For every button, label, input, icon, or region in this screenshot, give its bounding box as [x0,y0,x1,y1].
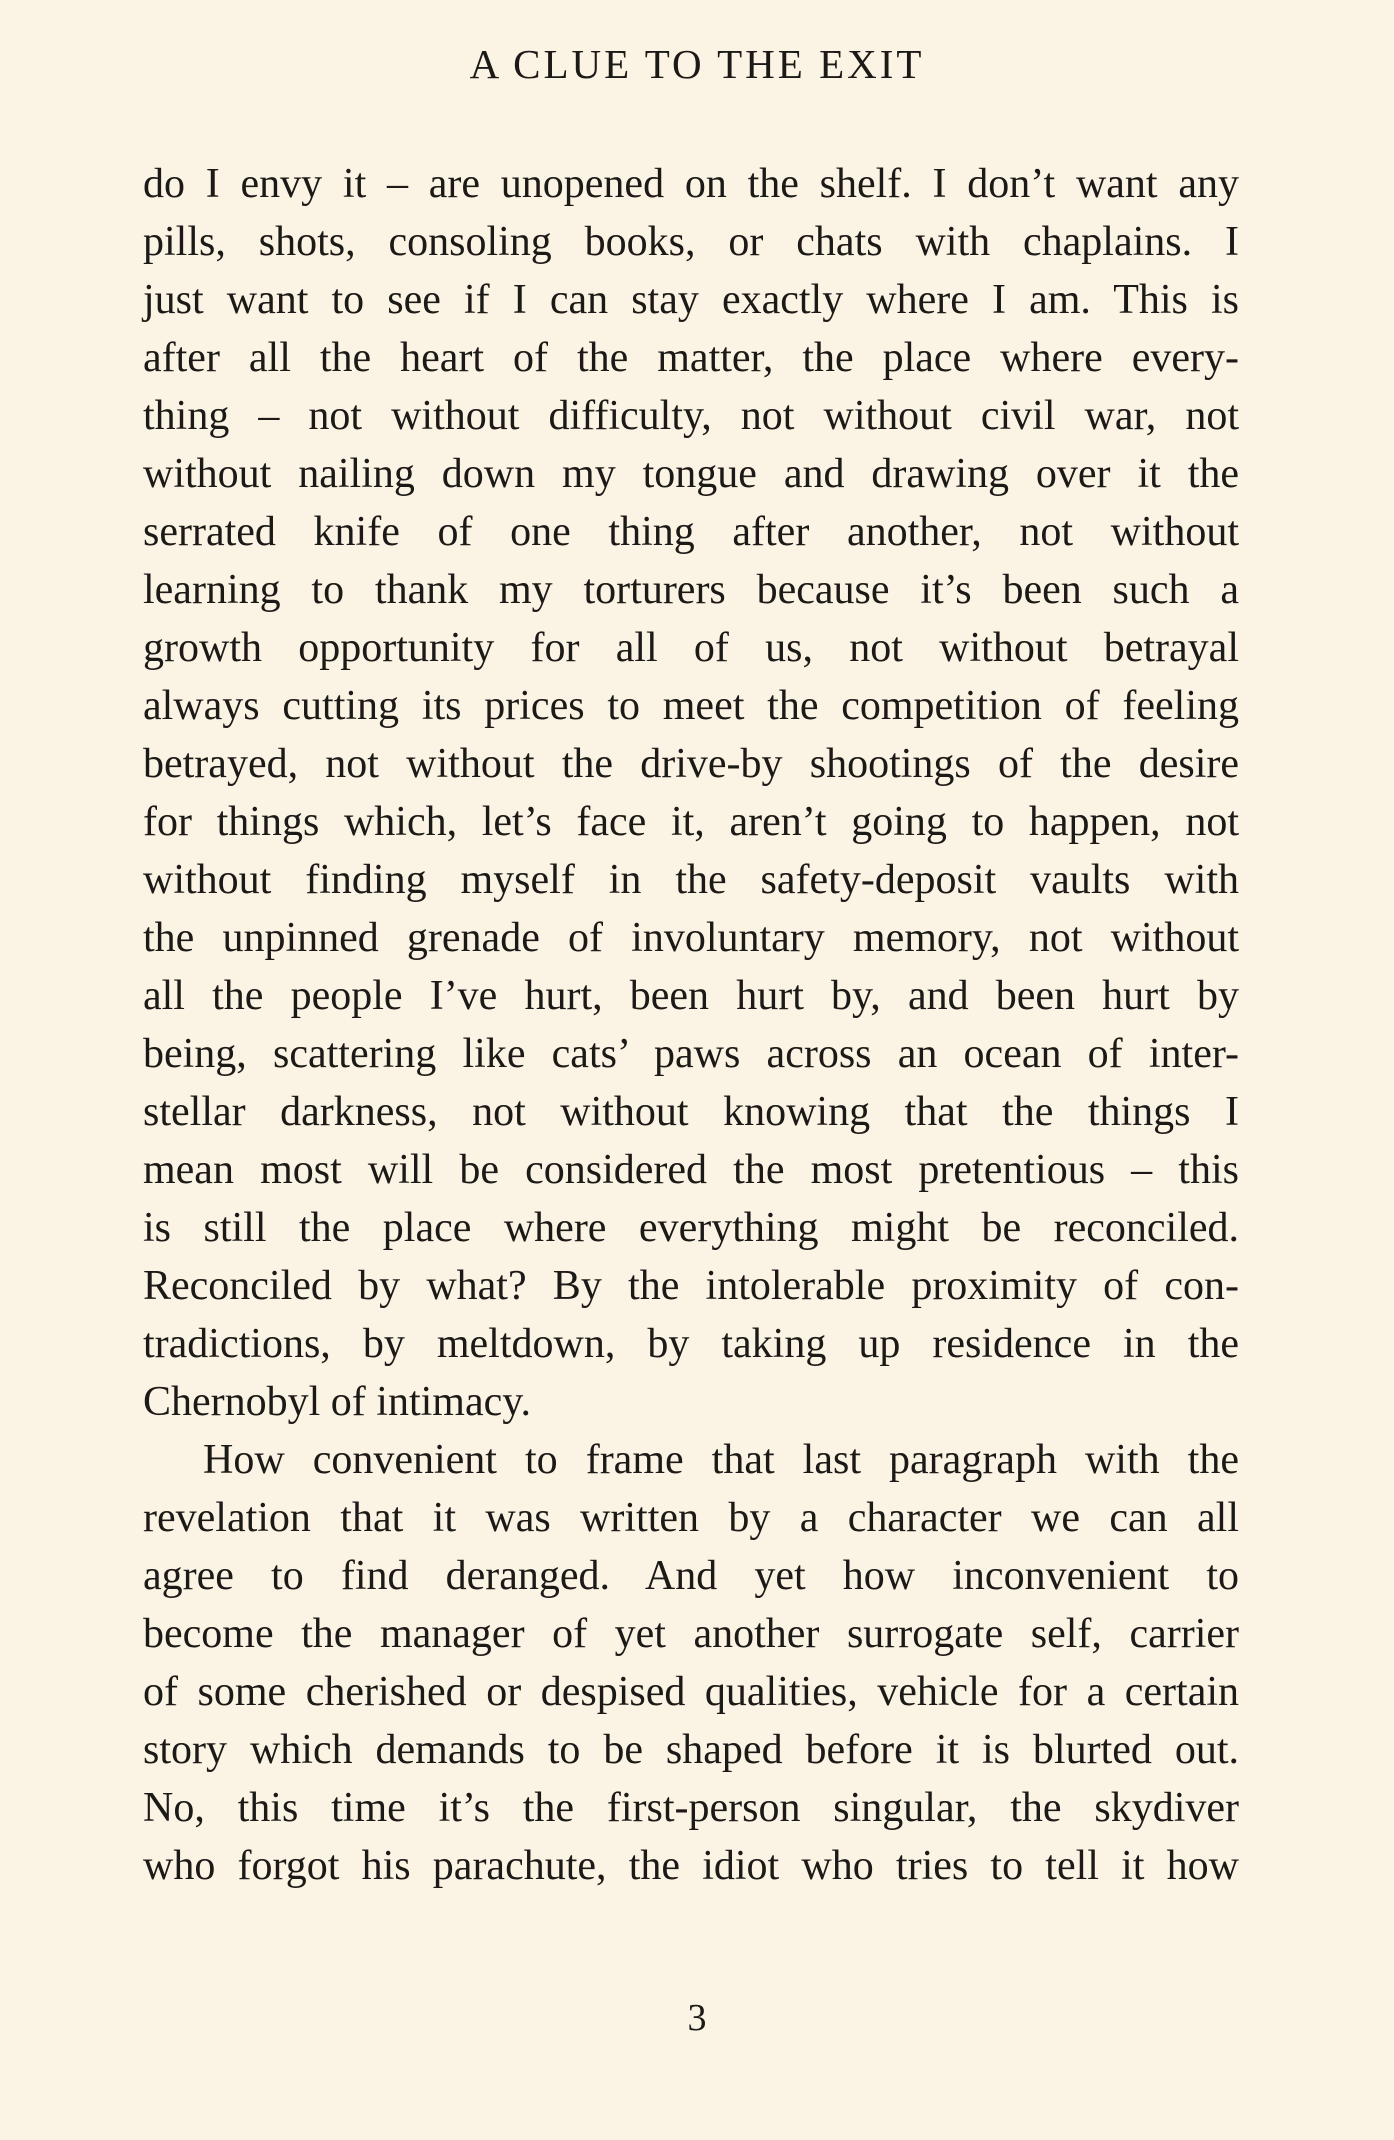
text-line: agree to find deranged. And yet how inconvenient to [143,1553,1239,1599]
text-line: serrated knife of one thing after another, not without [143,509,1239,555]
text-line: without finding myself in the safety-deposit vaults with [143,857,1239,903]
text-line: the unpinned grenade of involuntary memory, not without [143,915,1239,961]
text-line: growth opportunity for all of us, not without betrayal [143,625,1239,671]
text-line: always cutting its prices to meet the competition of feeling [143,683,1239,729]
text-line: tradictions, by meltdown, by taking up residence in the [143,1321,1239,1367]
text-line: Chernobyl of intimacy. [143,1379,532,1425]
body-text [143,155,1239,1895]
text-line: just want to see if I can stay exactly where I am. This is [143,277,1239,323]
text-line: learning to thank my torturers because it’s been such a [143,567,1239,613]
text-line: stellar darkness, not without knowing that the things I [143,1089,1239,1135]
text-line: story which demands to be shaped before it is blurted out. [143,1727,1239,1773]
text-line: do I envy it – are unopened on the shelf. I don’t want any [143,161,1239,207]
paragraph-1 [143,155,1239,1431]
page-number: 3 [687,1997,707,2039]
text-line: after all the heart of the matter, the place where every- [143,335,1239,381]
text-line: Reconciled by what? By the intolerable proximity of con- [143,1263,1239,1309]
text-line: How convenient to frame that last paragraph with the [203,1437,1239,1483]
text-line: for things which, let’s face it, aren’t going to happen, not [143,799,1239,845]
text-line: betrayed, not without the drive-by shootings of the desire [143,741,1239,787]
text-line: of some cherished or despised qualities, vehicle for a certain [143,1669,1239,1715]
text-line: without nailing down my tongue and drawing over it the [143,451,1239,497]
text-line: revelation that it was written by a character we can all [143,1495,1239,1541]
text-line: become the manager of yet another surrogate self, carrier [143,1611,1239,1657]
text-line: who forgot his parachute, the idiot who tries to tell it how [143,1843,1239,1889]
text-line: thing – not without difficulty, not without civil war, not [143,393,1239,439]
paragraph-2 [143,1431,1239,1895]
text-line: pills, shots, consoling books, or chats with chaplains. I [143,219,1239,265]
running-head: A CLUE TO THE EXIT [469,41,925,87]
text-line: all the people I’ve hurt, been hurt by, and been hurt by [143,973,1239,1019]
text-line: No, this time it’s the first-person singular, the skydiver [143,1785,1239,1831]
text-line: is still the place where everything might be reconciled. [143,1205,1239,1251]
text-line: mean most will be considered the most pretentious – this [143,1147,1239,1193]
text-line: being, scattering like cats’ paws across an ocean of inter- [143,1031,1239,1077]
